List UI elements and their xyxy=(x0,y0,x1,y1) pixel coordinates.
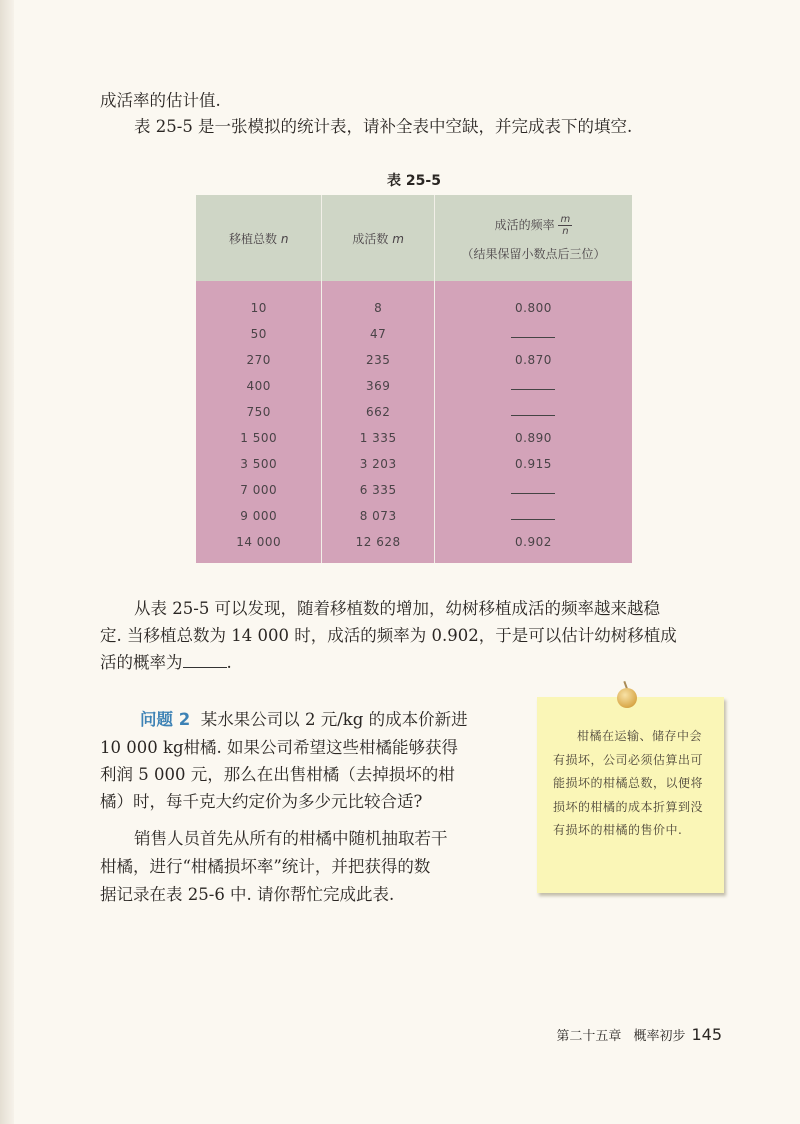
cell-m: 1 335 xyxy=(359,431,397,445)
page-number: 145 xyxy=(691,1025,722,1044)
cell-n: 9 000 xyxy=(240,509,278,523)
blank-answer-line[interactable] xyxy=(511,321,555,338)
cell-m: 47 xyxy=(370,327,387,341)
sticky-note xyxy=(537,697,724,893)
header-survived: 成活数 m xyxy=(322,195,434,281)
cell-n: 14 000 xyxy=(236,535,282,549)
problem2-line-3: 利润 5 000 元，那么在出售柑橘（去掉损坏的柑 xyxy=(100,765,455,784)
table-title: 表 25-5 xyxy=(387,173,441,189)
fraction-m-over-n: $\frac{m}{n}$ xyxy=(560,214,571,237)
cell-frequency: 0.800 xyxy=(515,301,552,315)
intro-line-1: 成活率的估计值. xyxy=(100,91,221,110)
problem2-line-4: 橘）时，每千克大约定价为多少元比较合适? xyxy=(100,792,423,811)
blank-answer-line[interactable] xyxy=(511,399,555,416)
problem2-line-1: 问题 2 某水果公司以 2 元/kg 的成本价新进 xyxy=(140,710,468,729)
note-text: 柑橘在运输、储存中会有损坏，公司必须估算出可能损坏的柑橘总数，以便将损坏的柑橘的成本折算到没有损坏的柑橘的售价中. xyxy=(553,729,704,837)
column-m-values xyxy=(322,281,434,563)
conclusion-line-3: 活的概率为 . xyxy=(100,648,232,678)
cell-n: 1 500 xyxy=(240,431,278,445)
cell-m: 8 xyxy=(374,301,383,315)
conclusion-line-1: 从表 25-5 可以发现，随着移植数的增加，幼树移植成活的频率越来越稳 xyxy=(134,599,661,618)
cell-frequency: 0.915 xyxy=(515,457,552,471)
column-n-values xyxy=(196,281,322,563)
problem2-line-5: 销售人员首先从所有的柑橘中随机抽取若干 xyxy=(134,829,448,848)
header-total-planted: 移植总数 n xyxy=(196,195,322,281)
cell-n: 10 xyxy=(250,301,267,315)
cell-n: 7 000 xyxy=(240,483,278,497)
cell-m: 235 xyxy=(365,353,391,367)
cell-frequency: 0.902 xyxy=(515,535,552,549)
cell-n: 270 xyxy=(246,353,271,367)
cell-m: 6 335 xyxy=(359,483,397,497)
cell-m: 369 xyxy=(365,379,391,393)
problem-label: 问题 2 xyxy=(140,710,191,729)
chapter-name: 第二十五章 xyxy=(556,1029,622,1044)
blank-answer-line[interactable] xyxy=(183,649,227,668)
cell-frequency: 0.870 xyxy=(515,353,552,367)
problem2-line-6: 柑橘，进行“柑橘损坏率”统计，并把获得的数 xyxy=(100,857,431,876)
problem2-line-2: 10 000 kg柑橘. 如果公司希望这些柑橘能够获得 xyxy=(100,738,459,757)
cell-n: 3 500 xyxy=(240,457,278,471)
section-name: 概率初步 xyxy=(633,1029,686,1044)
column-frequency-values xyxy=(434,281,632,563)
header-survival-frequency: 成活的频率 $\frac{m}{n}$ （结果保留小数点后三位） xyxy=(434,195,632,281)
problem2-line-7: 据记录在表 25-6 中. 请你帮忙完成此表. xyxy=(100,885,395,904)
page-binding-edge xyxy=(0,0,14,1124)
cell-frequency: 0.890 xyxy=(515,431,552,445)
page-footer xyxy=(556,1025,722,1044)
cell-m: 8 073 xyxy=(359,509,397,523)
blank-answer-line[interactable] xyxy=(511,477,555,494)
data-table xyxy=(196,195,632,563)
conclusion-line-2: 定. 当移植总数为 14 000 时，成活的频率为 0.902，于是可以估计幼树移植成 xyxy=(100,626,677,645)
cell-m: 3 203 xyxy=(359,457,397,471)
blank-answer-line[interactable] xyxy=(511,373,555,390)
intro-line-2: 表 25-5 是一张模拟的统计表，请补全表中空缺，并完成表下的填空. xyxy=(134,117,633,136)
blank-answer-line[interactable] xyxy=(511,503,555,520)
cell-m: 662 xyxy=(365,405,391,419)
cell-n: 750 xyxy=(246,405,271,419)
pushpin-icon xyxy=(617,688,637,708)
cell-m: 12 628 xyxy=(355,535,401,549)
cell-n: 400 xyxy=(246,379,271,393)
cell-n: 50 xyxy=(250,327,267,341)
